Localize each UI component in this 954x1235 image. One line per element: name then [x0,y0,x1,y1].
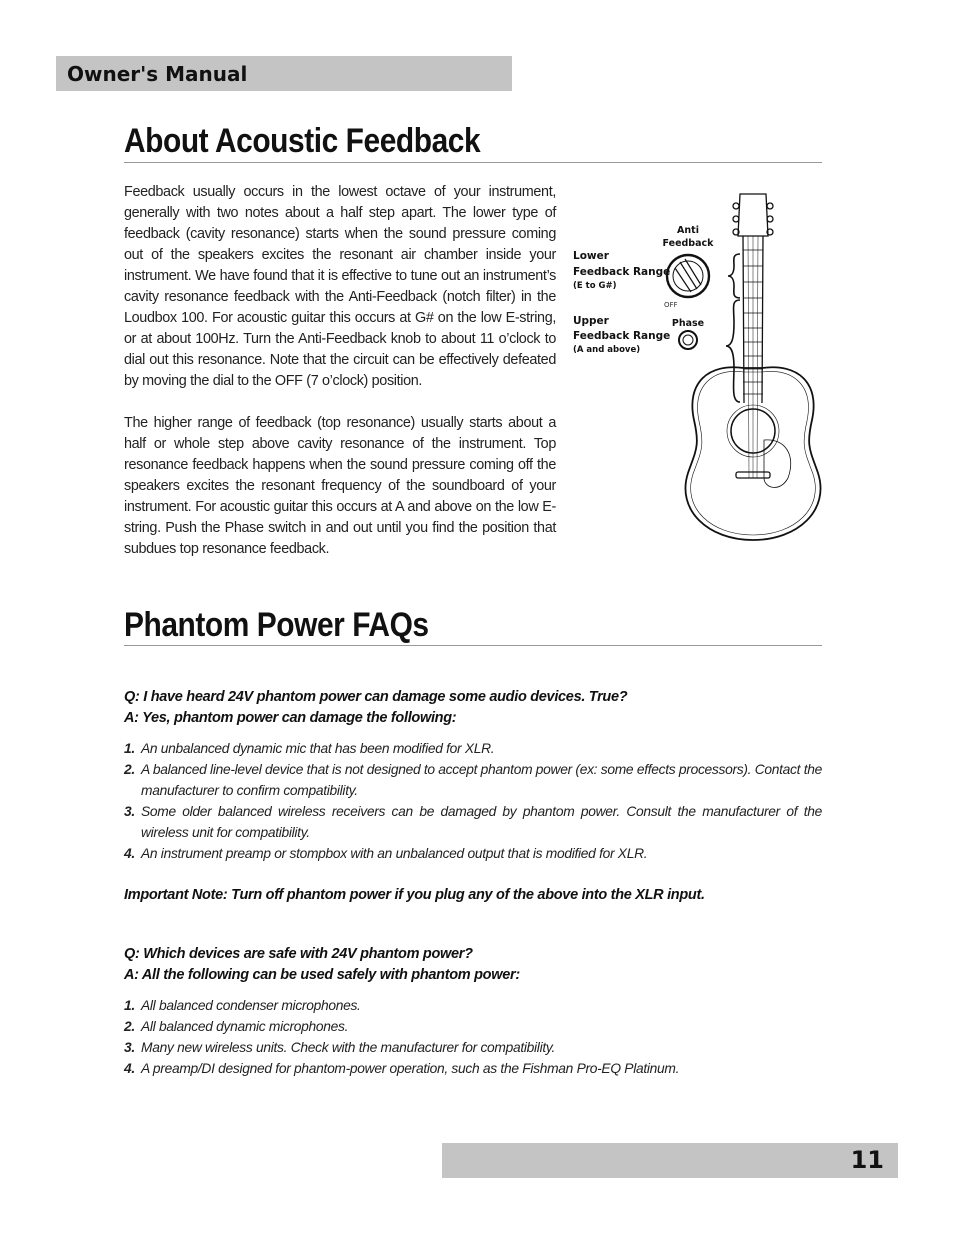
question-2: Q: Which devices are safe with 24V phantom power? [124,946,473,962]
guitar-neck [743,236,763,478]
list-item [124,843,822,864]
list-text: An unbalanced dynamic mic that has been modified for XLR. [141,741,495,756]
list-text: Many new wireless units. Check with the manufacturer for compatibility. [141,1040,555,1055]
section-title-feedback: About Acoustic Feedback [124,122,481,160]
list-text: Some older balanced wireless receivers can be damaged by phantom power. Consult the manufacturer of the wireless unit for compatibility. [141,804,822,840]
feedback-label: Feedback [662,238,714,249]
list-item [124,995,822,1016]
guitar-headstock [733,194,773,236]
footer-bar [442,1143,898,1178]
header-title: Owner's Manual [67,62,248,86]
title-rule [124,162,822,163]
list-number: 1. [124,998,135,1013]
list-item [124,1016,822,1037]
list-number: 4. [124,846,135,861]
phase-switch [679,331,697,349]
off-label: OFF [664,301,678,309]
header-bar [56,56,512,91]
list-text: A balanced line-level device that is not designed to accept phantom power (ex: some effects processors). Contact the manufacturer to confirm compatibility. [141,762,822,798]
guitar-diagram [568,188,830,548]
list-item [124,759,822,801]
phase-label: Phase [671,318,705,329]
anti-label: Anti [677,225,699,236]
feedback-paragraph-1: Feedback usually occurs in the lowest octave of your instrument, generally with two notes about a half step apart. The lower type of feedback (cavity resonance) starts when the sound pressure coming out of the speakers excites the resonant air chamber inside your instrument. We have found that it is effective to tune out an instrument’s cavity resonance feedback with the Anti-Feedback (notch filter) in the Loudbox 100. For acoustic guitar this occurs at G# on the low E-string, or at about 100Hz. Turn the Anti-Feedback knob to about 11 o’clock to dial out this resonance. Note that the circuit can be effectively defeated by moving the dial to the OFF (7 o’clock) position. [124,184,556,389]
answer-1: A: Yes, phantom power can damage the following: [124,710,457,726]
list-number: 4. [124,1061,135,1076]
list-text: All balanced dynamic microphones. [141,1019,349,1034]
list-number: 2. [124,1019,135,1034]
safe-list [124,995,822,1079]
list-number: 3. [124,1040,135,1055]
upper-range-label: Feedback Range [573,330,671,342]
upper-label: Upper [573,315,609,327]
list-number: 2. [124,762,135,777]
title-rule [124,645,822,646]
lower-range-sub: (E to G#) [573,281,617,291]
anti-feedback-knob [667,255,709,297]
list-number: 1. [124,741,135,756]
list-item [124,738,822,759]
list-text: All balanced condenser microphones. [141,998,361,1013]
important-note: Important Note: Turn off phantom power if you plug any of the above into the XLR input. [124,887,705,903]
answer-2: A: All the following can be used safely with phantom power: [124,967,520,983]
list-text: A preamp/DI designed for phantom-power operation, such as the Fishman Pro-EQ Platinum. [141,1061,680,1076]
list-text: An instrument preamp or stompbox with an unbalanced output that is modified for XLR. [141,846,648,861]
lower-label: Lower [573,250,609,262]
damage-list [124,738,822,864]
list-item [124,1058,822,1079]
lower-range-label: Feedback Range [573,266,671,278]
range-braces [726,254,740,402]
page-number: 11 [850,1146,884,1174]
list-number: 3. [124,804,135,819]
feedback-paragraph-2: The higher range of feedback (top resonance) usually starts about a half or whole step above cavity resonance of the instrument. Top resonance feedback happens when the sound pressure coming off the speakers excites the resonant frequency of the soundboard of your instrument. For acoustic guitar this occurs at A and above on the low E-string. Push the Phase switch in and out until you find the position that subdues top resonance feedback. [124,415,556,557]
upper-range-sub: (A and above) [573,345,641,355]
section-title-phantom: Phantom Power FAQs [124,606,429,644]
list-item [124,801,822,843]
question-1: Q: I have heard 24V phantom power can damage some audio devices. True? [124,689,628,705]
list-item [124,1037,822,1058]
